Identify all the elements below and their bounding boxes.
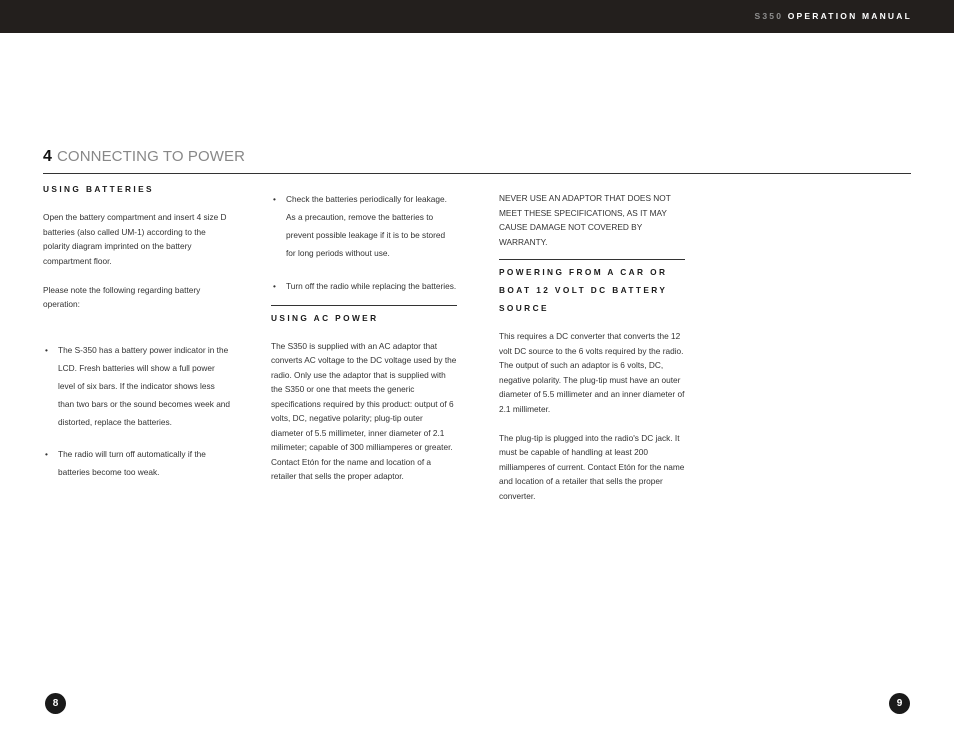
chapter-name: CONNECTING TO POWER (57, 148, 246, 165)
bullet-icon: • (45, 344, 48, 355)
page-number-right: 9 (889, 693, 910, 714)
chapter-title (43, 148, 245, 166)
list-item-text: The S-350 has a battery power indicator in the LCD. Fresh batteries will show a full power level of six bars. If the indicator shows less than two bars or the sound becomes week and distorted, replace the batteries. (58, 344, 231, 427)
plug-tip-paragraph: The plug-tip is plugged into the radio's DC jack. It must be capable of handling at least 200 milliamperes of current. Contact Etón for the name and location of a retailer that sells the proper converter. (499, 432, 685, 501)
list-item (45, 445, 233, 481)
top-header-bar (0, 0, 954, 33)
battery-note-paragraph: Please note the following regarding battery operation: (43, 284, 201, 309)
bullet-icon: • (45, 449, 48, 459)
adaptor-warning: NEVER USE AN ADAPTOR THAT DOES NOT MEET THESE SPECIFICATIONS, AS IT MAY CAUSE DAMAGE NOT COVERED BY WARRANTY. (499, 193, 671, 247)
list-item (273, 277, 457, 295)
ac-power-paragraph: The S350 is supplied with an AC adaptor that converts AC voltage to the DC voltage used by the radio. Only use the adaptor that is supplied with the S350 or one that meets the generic specifications required by this product: output of 6 volts, DC, negative polarity; plug-tip outer diameter of 5.5 millimeter, inner diameter of 2.1 milimeter; capable of 300 milliamperes or greater. Contact Etón for the name and location of a retailer that sells the proper adaptor. (271, 340, 457, 481)
column-1 (43, 180, 233, 481)
column-3 (499, 191, 685, 503)
dc-converter-paragraph: This requires a DC converter that converts the 12 volt DC source to the 6 volts required by the radio. The output of such an adaptor is 6 volts, DC, negative polarity. The plug-tip must have an outer diameter of 5.5 millimeter and an inner diameter of 2.1 millimeter. (499, 331, 685, 414)
section-heading-ac-power: USING AC POWER (271, 305, 457, 327)
page-number-left: 8 (45, 693, 66, 714)
list-item (45, 341, 233, 431)
list-item (273, 190, 457, 262)
section-heading-car-battery: POWERING FROM A CAR OR BOAT 12 VOLT DC BATTERY SOURCE (499, 259, 685, 317)
bullet-icon: • (273, 280, 276, 291)
list-item-text: The radio will turn off automatically if the batteries become too weak. (58, 449, 206, 477)
chapter-divider (43, 173, 911, 174)
manual-title: OPERATION MANUAL (787, 11, 912, 21)
model-label: S350 (754, 11, 784, 21)
list-item-text: Turn off the radio while replacing the batteries. (286, 280, 457, 291)
battery-install-paragraph: Open the battery compartment and insert 4 size D batteries (also called UM-1) according to the polarity diagram imprinted on the battery compartment floor. (43, 212, 227, 266)
bullet-icon: • (273, 194, 276, 204)
list-item-text: Check the batteries periodically for leakage. As a precaution, remove the batteries to prevent possible leakage if it is to be stored for long periods without use. (286, 194, 447, 258)
chapter-number: 4 (43, 148, 52, 165)
manual-header (754, 11, 912, 21)
section-heading-batteries: USING BATTERIES (43, 184, 154, 194)
column-2 (271, 190, 457, 484)
